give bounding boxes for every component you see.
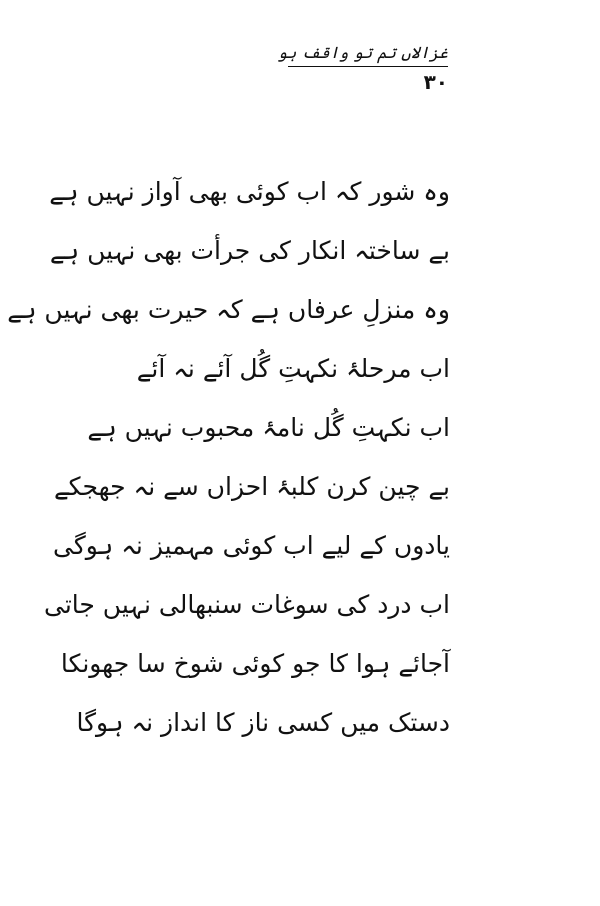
page-header — [277, 42, 448, 95]
poem-line: آجائے ہوا کا جو کوئی شوخ سا جھونکا — [60, 649, 450, 678]
running-title: غزالاں تم تو واقف ہو — [288, 42, 448, 67]
poem — [7, 172, 450, 762]
poem-line: بے ساختہ انکار کی جرأت بھی نہیں ہے — [49, 236, 450, 265]
poem-line: وہ شور کہ اب کوئی بھی آواز نہیں ہے — [49, 177, 450, 206]
poem-line: وہ منزلِ عرفاں ہے کہ حیرت بھی نہیں ہے — [7, 295, 450, 324]
poem-line: دستک میں کسی ناز کا انداز نہ ہوگا — [76, 708, 450, 737]
poem-line: بے چین کرن کلبۂ احزاں سے نہ جھجکے — [54, 472, 450, 501]
poem-line: یادوں کے لیے اب کوئی مہمیز نہ ہوگی — [53, 531, 450, 560]
poem-line: اب درد کی سوغات سنبھالی نہیں جاتی — [43, 590, 450, 619]
page-number: ۳۰ — [423, 70, 448, 94]
poem-line: اب مرحلۂ نکہتِ گُل آئے نہ آئے — [136, 354, 450, 383]
poem-line: اب نکہتِ گُل نامۂ محبوب نہیں ہے — [87, 413, 450, 442]
